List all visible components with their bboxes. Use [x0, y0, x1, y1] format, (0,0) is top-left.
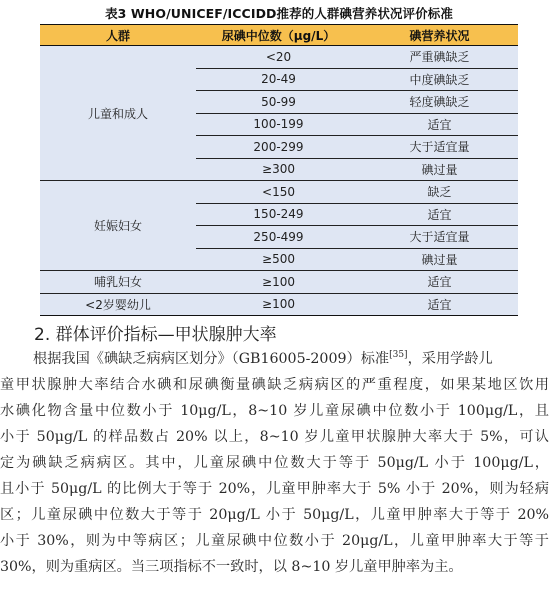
iodine-status-table — [40, 24, 518, 316]
population-cell: <2岁婴幼儿 — [40, 293, 196, 316]
status-cell: 碘过量 — [361, 248, 518, 271]
median-cell: 20-49 — [196, 68, 361, 91]
paragraph-line: 小于 30%，则为中等病区；儿童尿碘中位数小于 20μg/L，儿童甲肿率大于等于 — [0, 533, 549, 549]
population-cell: 儿童和成人 — [40, 46, 196, 181]
population-cell: 妊娠妇女 — [40, 181, 196, 271]
table-row — [40, 181, 518, 204]
status-cell: 适宜 — [361, 293, 518, 316]
median-cell: ≥500 — [196, 248, 361, 271]
paragraph-line: 且小于 50μg/L 的比例大于等于 20%，儿童甲肿率大于 5% 小于 20%，则为轻病 — [0, 481, 549, 497]
line-text: ，采用学龄儿 — [407, 351, 493, 367]
paragraph-line: 童甲状腺肿大率结合水碘和尿碘衡量碘缺乏病病区的严重程度，如果某地区饮用 — [0, 377, 549, 393]
table-row — [40, 46, 518, 69]
table-header-row — [40, 25, 518, 46]
population-cell: 哺乳妇女 — [40, 271, 196, 294]
status-cell: 碘过量 — [361, 158, 518, 181]
header-population: 人群 — [40, 25, 196, 46]
paragraph-line: 30%，则为重病区。当三项指标不一致时，以 8~10 岁儿童甲肿率为主。 — [0, 559, 463, 575]
status-cell: 严重碘缺乏 — [361, 46, 518, 69]
status-cell: 轻度碘缺乏 — [361, 91, 518, 114]
status-cell: 缺乏 — [361, 181, 518, 204]
median-cell: <150 — [196, 181, 361, 204]
median-cell: <20 — [196, 46, 361, 69]
status-cell: 适宜 — [361, 203, 518, 226]
median-cell: ≥300 — [196, 158, 361, 181]
status-cell: 中度碘缺乏 — [361, 68, 518, 91]
paragraph-line: 水碘化物含量中位数小于 10μg/L，8~10 岁儿童尿碘中位数小于 100μg/L，且 — [0, 403, 549, 419]
table-row — [40, 271, 518, 294]
line-text: 根据我国《碘缺乏病病区划分》（GB16005-2009）标准 — [33, 351, 390, 367]
status-cell: 大于适宜量 — [361, 226, 518, 249]
median-cell: 150-249 — [196, 203, 361, 226]
status-cell: 适宜 — [361, 271, 518, 294]
median-cell: 250-499 — [196, 226, 361, 249]
citation-ref: [35] — [389, 350, 408, 360]
median-cell: ≥100 — [196, 271, 361, 294]
table-row — [40, 293, 518, 316]
status-cell: 适宜 — [361, 113, 518, 136]
status-cell: 大于适宜量 — [361, 136, 518, 159]
median-cell: 100-199 — [196, 113, 361, 136]
table-caption: 表3 WHO/UNICEF/ICCIDD推荐的人群碘营养状况评价标准 — [105, 6, 453, 21]
median-cell: 50-99 — [196, 91, 361, 114]
paragraph-line: 小于 50μg/L 的样品数占 20% 以上，8~10 岁儿童甲状腺肿大率大于 5%，可认 — [0, 429, 549, 445]
header-urinary-iodine-median: 尿碘中位数（μg/L） — [196, 25, 361, 46]
paragraph-line: 区；儿童尿碘中位数大于等于 20μg/L 小于 50μg/L，儿童甲肿率大于等于 20% — [0, 507, 549, 523]
paragraph-line: 定为碘缺乏病病区。其中，儿童尿碘中位数大于等于 50μg/L 小于 100μg/L， — [0, 455, 549, 471]
header-iodine-status: 碘营养状况 — [361, 25, 518, 46]
paragraph-line — [33, 346, 493, 372]
section-heading: 2. 群体评价指标—甲状腺肿大率 — [34, 325, 277, 345]
median-cell: ≥100 — [196, 293, 361, 316]
median-cell: 200-299 — [196, 136, 361, 159]
